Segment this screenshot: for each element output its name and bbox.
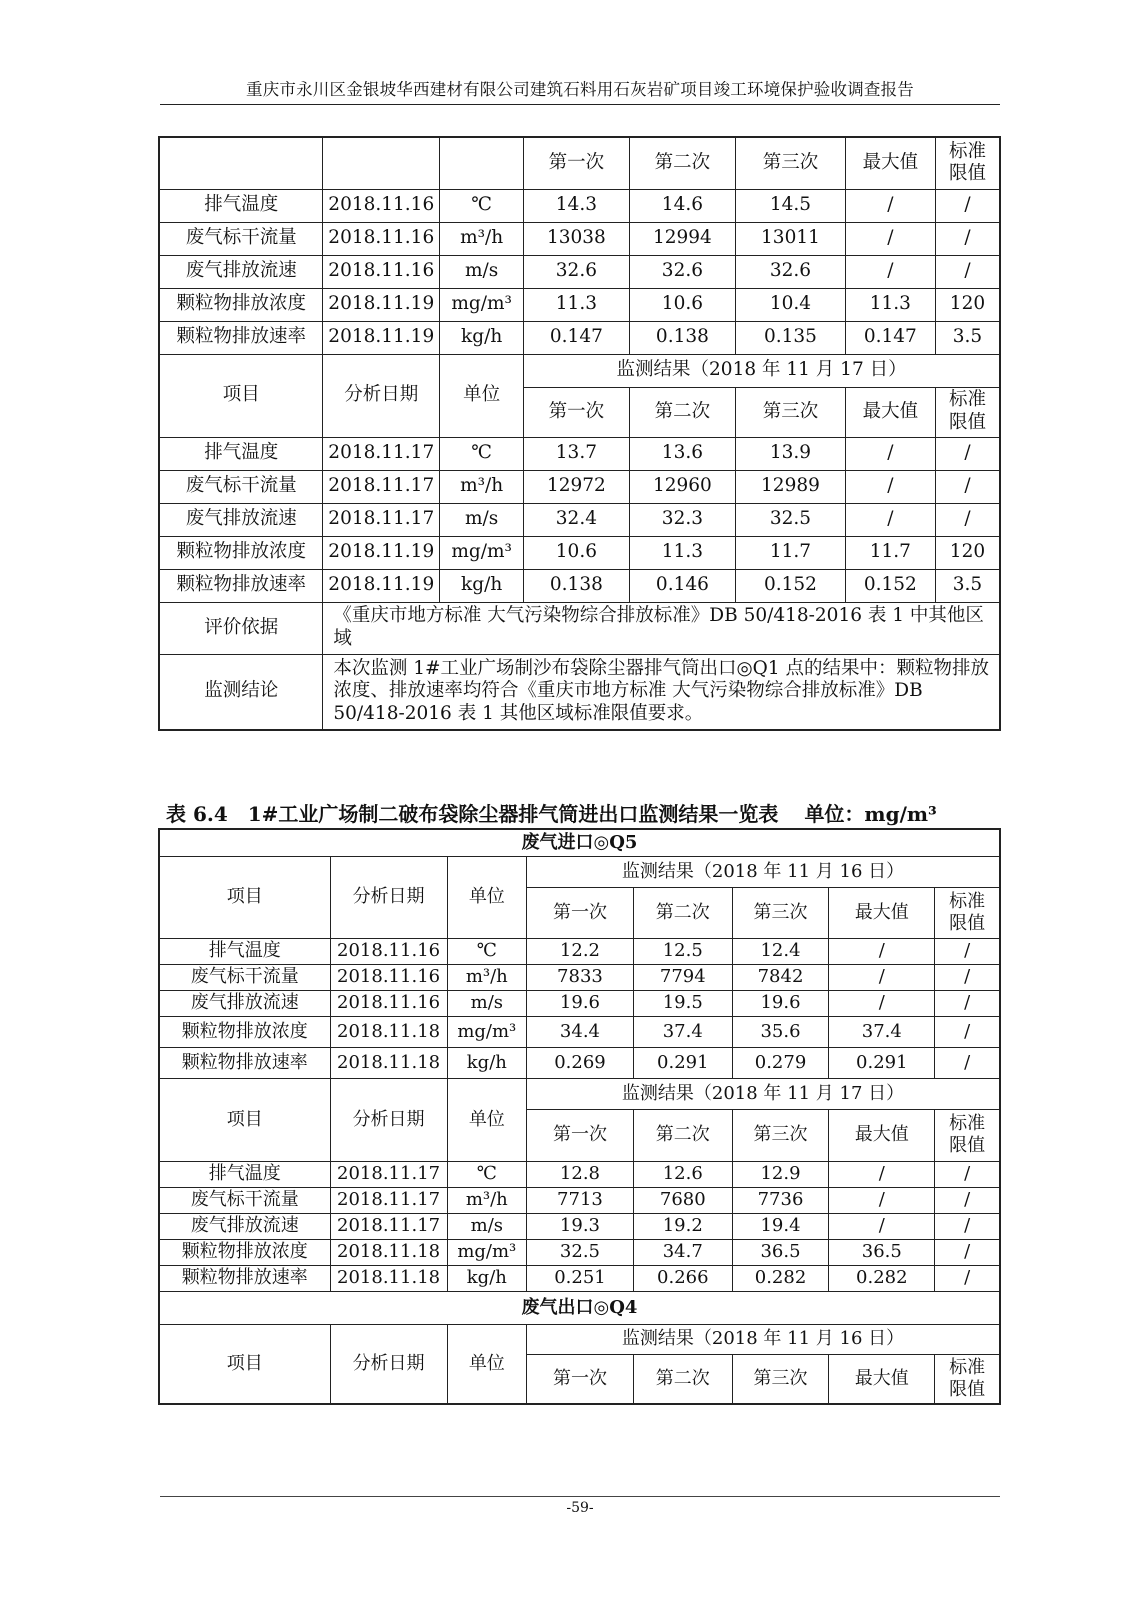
row-max: 0.282 xyxy=(829,1265,935,1291)
col-max: 最大值 xyxy=(845,137,935,189)
row-max: 11.3 xyxy=(845,288,935,321)
row-date: 2018.11.17 xyxy=(323,470,440,503)
row-unit: m³/h xyxy=(440,222,524,255)
table-row xyxy=(159,1016,1000,1047)
table-row xyxy=(159,222,1000,255)
col-run-1: 第一次 xyxy=(524,137,630,189)
row-run-2: 12.6 xyxy=(633,1161,732,1187)
col-limit: 标准 限值 xyxy=(935,887,1000,938)
row-run-3: 7736 xyxy=(732,1187,829,1213)
row-run-3: 19.4 xyxy=(732,1213,829,1239)
header-date: 分析日期 xyxy=(330,1324,447,1404)
header-item: 项目 xyxy=(159,1324,330,1404)
table-header-row xyxy=(159,354,1000,387)
monitoring-table-q5-q4 xyxy=(158,828,1001,1405)
row-item: 排气温度 xyxy=(159,938,330,964)
col-max: 最大值 xyxy=(829,887,935,938)
row-unit: m³/h xyxy=(447,964,526,990)
row-date: 2018.11.17 xyxy=(330,1213,447,1239)
row-max: 36.5 xyxy=(829,1239,935,1265)
row-run-2: 7794 xyxy=(633,964,732,990)
row-max: / xyxy=(829,1213,935,1239)
row-run-3: 13.9 xyxy=(736,437,846,470)
header-item: 项目 xyxy=(159,1078,330,1161)
row-date: 2018.11.19 xyxy=(323,536,440,569)
row-run-1: 12972 xyxy=(524,470,630,503)
row-run-3: 0.279 xyxy=(732,1047,829,1078)
header-unit: 单位 xyxy=(447,1078,526,1161)
row-run-1: 11.3 xyxy=(524,288,630,321)
header-item: 项目 xyxy=(159,856,330,938)
row-item: 废气排放流速 xyxy=(159,1213,330,1239)
row-run-3: 19.6 xyxy=(732,990,829,1016)
col-run-2: 第二次 xyxy=(633,887,732,938)
col-run-2: 第二次 xyxy=(629,137,736,189)
row-run-2: 32.6 xyxy=(629,255,736,288)
row-run-2: 19.5 xyxy=(633,990,732,1016)
header-result: 监测结果（2018 年 11 月 16 日） xyxy=(527,1324,1000,1354)
caption-text: 表 6.4 1#工业广场制二破布袋除尘器排气筒进出口监测结果一览表 xyxy=(166,802,779,826)
outlet-title: 废气出口◎Q4 xyxy=(159,1291,1000,1324)
row-item: 排气温度 xyxy=(159,1161,330,1187)
header-date: 分析日期 xyxy=(323,354,440,437)
row-item: 废气标干流量 xyxy=(159,964,330,990)
header-result: 监测结果（2018 年 11 月 16 日） xyxy=(527,856,1000,887)
row-date: 2018.11.16 xyxy=(330,964,447,990)
header-result: 监测结果（2018 年 11 月 17 日） xyxy=(524,354,1000,387)
col-max: 最大值 xyxy=(829,1109,935,1161)
row-limit: 120 xyxy=(935,288,1000,321)
row-unit: kg/h xyxy=(447,1047,526,1078)
table-row xyxy=(159,536,1000,569)
row-run-3: 32.6 xyxy=(736,255,846,288)
row-date: 2018.11.16 xyxy=(323,222,440,255)
row-unit: ℃ xyxy=(440,437,524,470)
row-date: 2018.11.16 xyxy=(323,189,440,222)
table-header-row xyxy=(159,1078,1000,1109)
row-unit: mg/m³ xyxy=(440,288,524,321)
row-date: 2018.11.18 xyxy=(330,1239,447,1265)
row-unit: kg/h xyxy=(447,1265,526,1291)
row-run-2: 12960 xyxy=(629,470,736,503)
table-row xyxy=(159,938,1000,964)
row-item: 颗粒物排放浓度 xyxy=(159,1239,330,1265)
row-run-2: 37.4 xyxy=(633,1016,732,1047)
col-limit: 标准 限值 xyxy=(935,137,1000,189)
row-item: 颗粒物排放速率 xyxy=(159,569,323,602)
conclusion-text: 本次监测 1#工业广场制沙布袋除尘器排气筒出口◎Q1 点的结果中：颗粒物排放浓度、排放速率均符合《重庆市地方标准 大气污染物综合排放标准》DB 50/418-2016 表 1 其他区域标准限值要求。 xyxy=(323,654,1000,730)
row-run-2: 0.146 xyxy=(629,569,736,602)
row-date: 2018.11.18 xyxy=(330,1016,447,1047)
col-limit: 标准 限值 xyxy=(935,1109,1000,1161)
row-max: / xyxy=(829,938,935,964)
row-limit: / xyxy=(935,1239,1000,1265)
row-date: 2018.11.19 xyxy=(323,288,440,321)
monitoring-table-q1 xyxy=(158,136,1001,731)
header-item: 项目 xyxy=(159,354,323,437)
table-row xyxy=(159,189,1000,222)
row-run-1: 0.147 xyxy=(524,321,630,354)
table-row xyxy=(159,1187,1000,1213)
footer-divider xyxy=(160,1496,1000,1497)
table-row xyxy=(159,1047,1000,1078)
row-run-3: 32.5 xyxy=(736,503,846,536)
row-run-3: 0.282 xyxy=(732,1265,829,1291)
row-limit: 3.5 xyxy=(935,569,1000,602)
row-run-1: 19.3 xyxy=(527,1213,634,1239)
row-item: 废气排放流速 xyxy=(159,255,323,288)
table-row xyxy=(159,990,1000,1016)
row-max: 37.4 xyxy=(829,1016,935,1047)
row-run-3: 10.4 xyxy=(736,288,846,321)
row-run-2: 7680 xyxy=(633,1187,732,1213)
row-limit: / xyxy=(935,222,1000,255)
row-run-3: 7842 xyxy=(732,964,829,990)
table-header-row xyxy=(159,856,1000,887)
row-unit: ℃ xyxy=(447,938,526,964)
row-unit: m/s xyxy=(440,503,524,536)
row-unit: mg/m³ xyxy=(447,1239,526,1265)
row-max: / xyxy=(829,964,935,990)
row-run-3: 12.9 xyxy=(732,1161,829,1187)
row-run-1: 12.8 xyxy=(527,1161,634,1187)
row-item: 废气标干流量 xyxy=(159,222,323,255)
row-unit: mg/m³ xyxy=(447,1016,526,1047)
row-run-3: 14.5 xyxy=(736,189,846,222)
row-date: 2018.11.16 xyxy=(330,990,447,1016)
row-item: 废气标干流量 xyxy=(159,470,323,503)
row-unit: mg/m³ xyxy=(440,536,524,569)
row-unit: m/s xyxy=(447,1213,526,1239)
header-unit: 单位 xyxy=(447,856,526,938)
row-limit: / xyxy=(935,189,1000,222)
basis-text: 《重庆市地方标准 大气污染物综合排放标准》DB 50/418-2016 表 1 中其他区域 xyxy=(323,602,1000,654)
row-date: 2018.11.19 xyxy=(323,569,440,602)
row-unit: m³/h xyxy=(447,1187,526,1213)
row-run-2: 32.3 xyxy=(629,503,736,536)
row-max: 11.7 xyxy=(845,536,935,569)
row-limit: / xyxy=(935,964,1000,990)
row-limit: / xyxy=(935,1187,1000,1213)
row-limit: / xyxy=(935,990,1000,1016)
header-result: 监测结果（2018 年 11 月 17 日） xyxy=(527,1078,1000,1109)
row-run-2: 12994 xyxy=(629,222,736,255)
table-caption xyxy=(166,798,937,827)
table-row xyxy=(159,1161,1000,1187)
row-max: 0.147 xyxy=(845,321,935,354)
row-run-3: 0.135 xyxy=(736,321,846,354)
row-item: 颗粒物排放速率 xyxy=(159,1047,330,1078)
table-row xyxy=(159,470,1000,503)
page-number: -59- xyxy=(566,1500,594,1516)
row-date: 2018.11.17 xyxy=(323,503,440,536)
col-run-1: 第一次 xyxy=(527,1109,634,1161)
row-max: / xyxy=(845,503,935,536)
row-max: 0.291 xyxy=(829,1047,935,1078)
table-row xyxy=(159,503,1000,536)
row-run-1: 13.7 xyxy=(524,437,630,470)
row-run-1: 12.2 xyxy=(527,938,634,964)
col-run-2: 第二次 xyxy=(633,1354,732,1404)
col-run-3: 第三次 xyxy=(736,387,846,437)
row-run-3: 36.5 xyxy=(732,1239,829,1265)
col-run-1: 第一次 xyxy=(527,887,634,938)
table-row xyxy=(159,569,1000,602)
row-date: 2018.11.17 xyxy=(330,1187,447,1213)
row-item: 颗粒物排放浓度 xyxy=(159,536,323,569)
header-cell xyxy=(440,137,524,189)
col-limit: 标准 限值 xyxy=(935,1354,1000,1404)
col-max: 最大值 xyxy=(845,387,935,437)
row-run-2: 0.266 xyxy=(633,1265,732,1291)
row-date: 2018.11.17 xyxy=(323,437,440,470)
col-run-3: 第三次 xyxy=(732,1109,829,1161)
row-limit: / xyxy=(935,503,1000,536)
row-limit: / xyxy=(935,1016,1000,1047)
row-run-2: 19.2 xyxy=(633,1213,732,1239)
row-run-1: 34.4 xyxy=(527,1016,634,1047)
row-unit: m/s xyxy=(440,255,524,288)
inlet-title: 废气进口◎Q5 xyxy=(159,829,1000,856)
basis-label: 评价依据 xyxy=(159,602,323,654)
row-unit: ℃ xyxy=(440,189,524,222)
row-limit: / xyxy=(935,938,1000,964)
row-run-3: 12989 xyxy=(736,470,846,503)
row-unit: ℃ xyxy=(447,1161,526,1187)
row-item: 废气标干流量 xyxy=(159,1187,330,1213)
row-item: 废气排放流速 xyxy=(159,990,330,1016)
row-run-2: 10.6 xyxy=(629,288,736,321)
row-max: / xyxy=(845,437,935,470)
row-run-2: 13.6 xyxy=(629,437,736,470)
row-max: / xyxy=(845,189,935,222)
table-row xyxy=(159,255,1000,288)
row-item: 排气温度 xyxy=(159,437,323,470)
row-date: 2018.11.16 xyxy=(330,938,447,964)
header-unit: 单位 xyxy=(447,1324,526,1404)
row-run-3: 35.6 xyxy=(732,1016,829,1047)
row-run-1: 19.6 xyxy=(527,990,634,1016)
page-header: 重庆市永川区金银坡华西建材有限公司建筑石料用石灰岩矿项目竣工环境保护验收调查报告 xyxy=(246,80,914,99)
col-max: 最大值 xyxy=(829,1354,935,1404)
row-max: / xyxy=(829,1187,935,1213)
row-limit: / xyxy=(935,1213,1000,1239)
row-unit: m/s xyxy=(447,990,526,1016)
row-limit: / xyxy=(935,437,1000,470)
row-run-1: 14.3 xyxy=(524,189,630,222)
row-date: 2018.11.18 xyxy=(330,1047,447,1078)
table-header-row xyxy=(159,1324,1000,1354)
row-item: 排气温度 xyxy=(159,189,323,222)
table-row xyxy=(159,1239,1000,1265)
row-run-1: 10.6 xyxy=(524,536,630,569)
row-run-2: 34.7 xyxy=(633,1239,732,1265)
row-item: 废气排放流速 xyxy=(159,503,323,536)
row-max: / xyxy=(845,222,935,255)
header-cell xyxy=(323,137,440,189)
basis-row xyxy=(159,602,1000,654)
col-run-3: 第三次 xyxy=(736,137,846,189)
row-limit: / xyxy=(935,255,1000,288)
row-run-1: 32.6 xyxy=(524,255,630,288)
row-run-2: 0.138 xyxy=(629,321,736,354)
conclusion-label: 监测结论 xyxy=(159,654,323,730)
row-max: / xyxy=(845,255,935,288)
row-item: 颗粒物排放速率 xyxy=(159,321,323,354)
row-run-1: 32.5 xyxy=(527,1239,634,1265)
row-limit: / xyxy=(935,1265,1000,1291)
row-run-1: 7833 xyxy=(527,964,634,990)
row-max: / xyxy=(845,470,935,503)
row-run-1: 0.138 xyxy=(524,569,630,602)
caption-unit: 单位：mg/m³ xyxy=(804,802,937,826)
row-run-2: 11.3 xyxy=(629,536,736,569)
header-date: 分析日期 xyxy=(330,856,447,938)
table-row xyxy=(159,1265,1000,1291)
row-run-1: 0.251 xyxy=(527,1265,634,1291)
row-unit: kg/h xyxy=(440,321,524,354)
table-row xyxy=(159,321,1000,354)
header-divider xyxy=(160,104,1000,105)
row-item: 颗粒物排放浓度 xyxy=(159,1016,330,1047)
row-run-1: 32.4 xyxy=(524,503,630,536)
row-run-2: 0.291 xyxy=(633,1047,732,1078)
row-date: 2018.11.16 xyxy=(323,255,440,288)
row-unit: kg/h xyxy=(440,569,524,602)
header-cell xyxy=(159,137,323,189)
section-title-row xyxy=(159,829,1000,856)
col-limit: 标准 限值 xyxy=(935,387,1000,437)
col-run-2: 第二次 xyxy=(629,387,736,437)
row-run-1: 7713 xyxy=(527,1187,634,1213)
header-unit: 单位 xyxy=(440,354,524,437)
table-row xyxy=(159,437,1000,470)
row-run-3: 0.152 xyxy=(736,569,846,602)
row-date: 2018.11.18 xyxy=(330,1265,447,1291)
row-limit: 120 xyxy=(935,536,1000,569)
conclusion-row xyxy=(159,654,1000,730)
table-row xyxy=(159,1213,1000,1239)
col-run-3: 第三次 xyxy=(732,887,829,938)
row-run-3: 12.4 xyxy=(732,938,829,964)
row-limit: 3.5 xyxy=(935,321,1000,354)
row-run-1: 0.269 xyxy=(527,1047,634,1078)
row-limit: / xyxy=(935,1047,1000,1078)
row-max: / xyxy=(829,990,935,1016)
table-header-row xyxy=(159,137,1000,189)
col-run-2: 第二次 xyxy=(633,1109,732,1161)
section-title-row xyxy=(159,1291,1000,1324)
row-run-2: 12.5 xyxy=(633,938,732,964)
row-max: / xyxy=(829,1161,935,1187)
row-date: 2018.11.19 xyxy=(323,321,440,354)
row-run-3: 13011 xyxy=(736,222,846,255)
row-run-3: 11.7 xyxy=(736,536,846,569)
row-item: 颗粒物排放速率 xyxy=(159,1265,330,1291)
col-run-1: 第一次 xyxy=(527,1354,634,1404)
row-unit: m³/h xyxy=(440,470,524,503)
table-row xyxy=(159,288,1000,321)
col-run-1: 第一次 xyxy=(524,387,630,437)
table-row xyxy=(159,964,1000,990)
col-run-3: 第三次 xyxy=(732,1354,829,1404)
row-limit: / xyxy=(935,470,1000,503)
row-run-1: 13038 xyxy=(524,222,630,255)
row-run-2: 14.6 xyxy=(629,189,736,222)
header-date: 分析日期 xyxy=(330,1078,447,1161)
row-date: 2018.11.17 xyxy=(330,1161,447,1187)
row-item: 颗粒物排放浓度 xyxy=(159,288,323,321)
row-max: 0.152 xyxy=(845,569,935,602)
row-limit: / xyxy=(935,1161,1000,1187)
